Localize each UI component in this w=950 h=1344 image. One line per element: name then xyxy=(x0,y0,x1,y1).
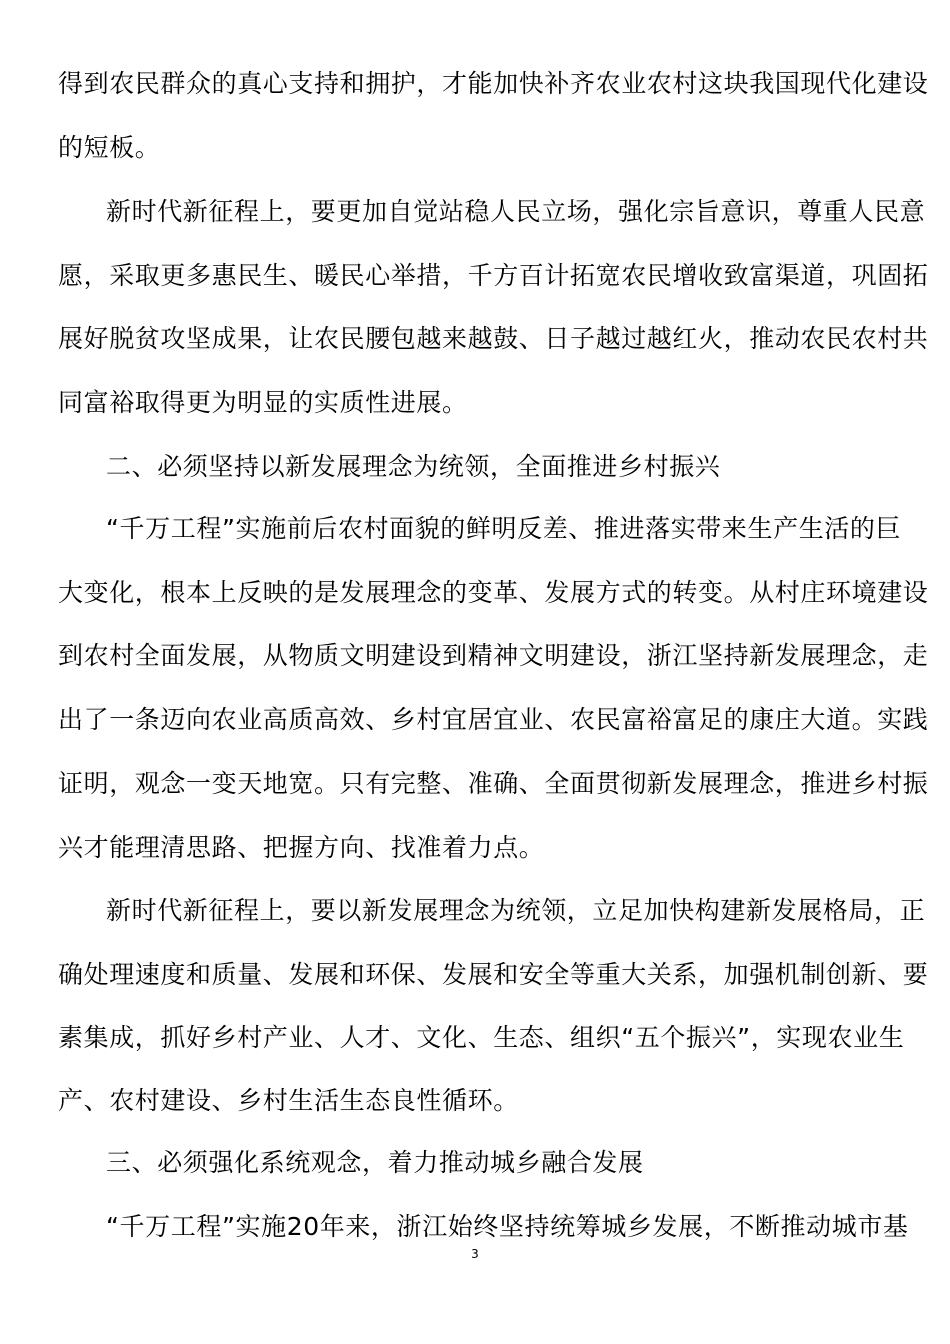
text-line: 到农村全面发展，从物质文明建设到精神文明建设，浙江坚持新发展理念，走 xyxy=(58,641,929,670)
text-line: 确处理速度和质量、发展和环保、发展和安全等重大关系，加强机制创新、要 xyxy=(58,960,929,989)
paragraph-first-line: “千万工程”实施前后农村面貌的鲜明反差、推进落实带来生产生活的巨 xyxy=(106,514,902,543)
paragraph-first-line: “千万工程”实施20年来，浙江始终坚持统筹城乡发展，不断推动城市基 xyxy=(106,1212,909,1241)
text-line: 得到农民群众的真心支持和拥护，才能加快补齐农业农村这块我国现代化建设 xyxy=(58,69,929,98)
section-heading: 二、必须坚持以新发展理念为统领，全面推进乡村振兴 xyxy=(106,452,721,481)
text-line: 展好脱贫攻坚成果，让农民腰包越来越鼓、日子越过越红火，推动农民农村共 xyxy=(58,324,929,353)
text-line: 素集成，抓好乡村产业、人才、文化、生态、组织“五个振兴”，实现农业生 xyxy=(58,1023,905,1052)
text-line: 的短板。 xyxy=(58,133,161,162)
paragraph-first-line: 新时代新征程上，要更加自觉站稳人民立场，强化宗旨意识，尊重人民意 xyxy=(106,197,926,226)
text-line: 同富裕取得更为明显的实质性进展。 xyxy=(58,388,468,417)
paragraph-first-line: 新时代新征程上，要以新发展理念为统领，立足加快构建新发展格局，正 xyxy=(106,896,926,925)
text-line: 产、农村建设、乡村生活生态良性循环。 xyxy=(58,1086,519,1115)
text-line: 大变化，根本上反映的是发展理念的变革、发展方式的转变。从村庄环境建设 xyxy=(58,578,929,607)
text-line: 愿，采取更多惠民生、暖民心举措，千方百计拓宽农民增收致富渠道，巩固拓 xyxy=(58,261,929,290)
text-line: 出了一条迈向农业高质高效、乡村宜居宜业、农民富裕富足的康庄大道。实践 xyxy=(58,705,929,734)
page-number: 3 xyxy=(471,1247,479,1261)
text-line: 兴才能理清思路、把握方向、找准着力点。 xyxy=(58,833,545,862)
text-line: 证明，观念一变天地宽。只有完整、准确、全面贯彻新发展理念，推进乡村振 xyxy=(58,769,929,798)
section-heading: 三、必须强化系统观念，着力推动城乡融合发展 xyxy=(106,1148,644,1177)
